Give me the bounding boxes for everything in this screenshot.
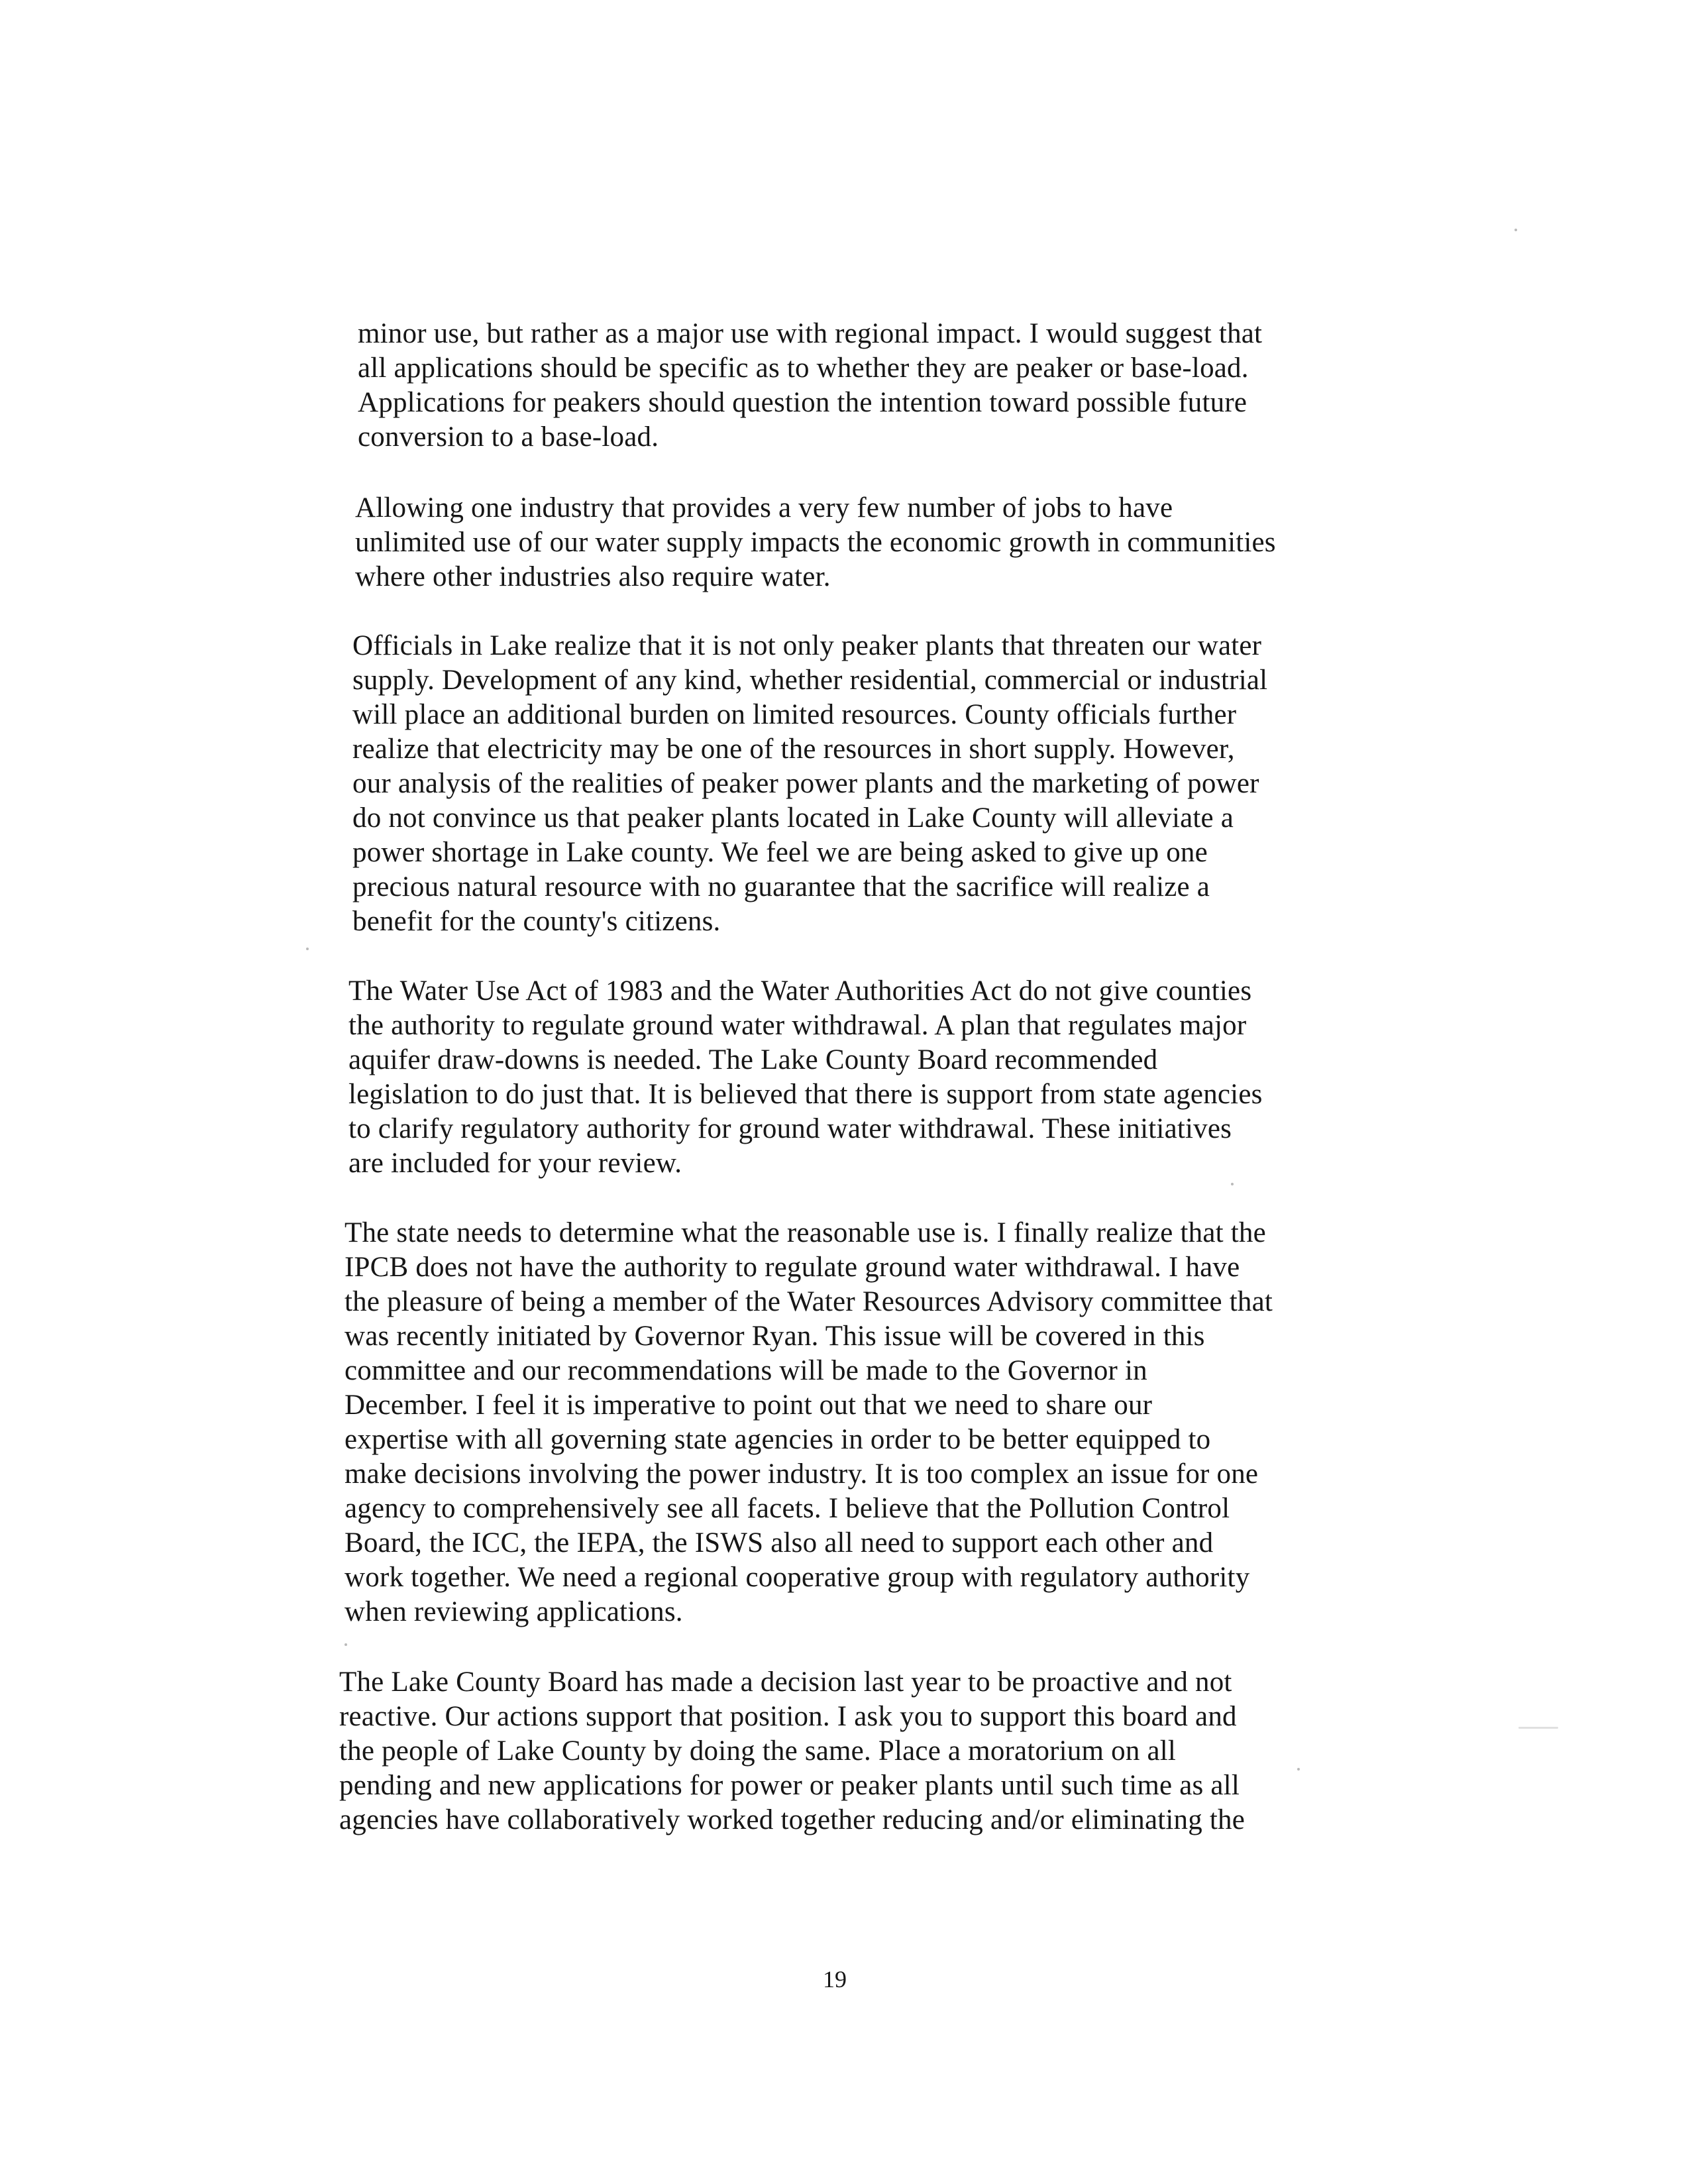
scan-speck	[1231, 1183, 1234, 1185]
text-line: committee and our recommendations will be made to the Governor in	[344, 1355, 1147, 1386]
text-line: Applications for peakers should question the intention toward possible future	[358, 387, 1247, 418]
text-line: our analysis of the realities of peaker power plants and the marketing of power	[352, 768, 1259, 799]
paragraph-1	[358, 317, 1262, 455]
text-line: The Water Use Act of 1983 and the Water Authorities Act do not give counties	[348, 975, 1252, 1007]
text-line: The Lake County Board has made a decision last year to be proactive and not	[339, 1666, 1232, 1698]
text-line: Officials in Lake realize that it is not only peaker plants that threaten our water	[352, 630, 1262, 661]
text-line: minor use, but rather as a major use with regional impact. I would suggest that	[358, 318, 1263, 349]
text-line: legislation to do just that. It is believed that there is support from state agencies	[348, 1079, 1263, 1110]
paragraph-5	[344, 1216, 1273, 1629]
text-line: when reviewing applications.	[344, 1596, 683, 1627]
text-line: Allowing one industry that provides a very few number of jobs to have	[355, 492, 1173, 523]
text-line: the people of Lake County by doing the same. Place a moratorium on all	[339, 1735, 1177, 1767]
scan-speck	[1297, 1768, 1300, 1771]
text-line: are included for your review.	[348, 1148, 682, 1179]
text-line: December. I feel it is imperative to point out that we need to share our	[344, 1390, 1153, 1421]
text-line: Board, the ICC, the IEPA, the ISWS also all need to support each other and	[344, 1527, 1214, 1558]
page-number: 19	[823, 1966, 847, 1993]
scan-speck	[306, 948, 309, 950]
scan-speck	[1514, 229, 1517, 231]
text-line: benefit for the county's citizens.	[352, 906, 721, 937]
text-line: realize that electricity may be one of the resources in short supply. However,	[352, 734, 1235, 765]
text-line: where other industries also require water.	[355, 561, 831, 592]
text-line: make decisions involving the power industry. It is too complex an issue for one	[344, 1458, 1259, 1490]
text-line: power shortage in Lake county. We feel we are being asked to give up one	[352, 837, 1208, 868]
paragraph-2	[355, 491, 1276, 594]
text-line: work together. We need a regional cooperative group with regulatory authority	[344, 1562, 1250, 1593]
scan-speck	[344, 1643, 347, 1646]
text-line: to clarify regulatory authority for ground water withdrawal. These initiatives	[348, 1113, 1232, 1144]
paragraph-4	[348, 974, 1263, 1181]
scan-speck	[1518, 1727, 1558, 1729]
text-line: supply. Development of any kind, whether residential, commercial or industrial	[352, 665, 1268, 696]
text-line: do not convince us that peaker plants located in Lake County will alleviate a	[352, 802, 1234, 834]
text-line: pending and new applications for power or peaker plants until such time as all	[339, 1770, 1240, 1801]
text-line: unlimited use of our water supply impacts the economic growth in communities	[355, 527, 1276, 558]
text-line: IPCB does not have the authority to regulate ground water withdrawal. I have	[344, 1252, 1240, 1283]
text-line: agencies have collaboratively worked together reducing and/or eliminating the	[339, 1804, 1246, 1835]
text-line: was recently initiated by Governor Ryan. This issue will be covered in this	[344, 1321, 1205, 1352]
text-line: the pleasure of being a member of the Water Resources Advisory committee that	[344, 1286, 1273, 1317]
paragraph-3	[352, 629, 1267, 939]
text-line: aquifer draw-downs is needed. The Lake County Board recommended	[348, 1044, 1158, 1075]
text-line: agency to comprehensively see all facets. I believe that the Pollution Control	[344, 1493, 1230, 1524]
paragraph-6	[339, 1665, 1245, 1837]
text-line: The state needs to determine what the reasonable use is. I finally realize that the	[344, 1217, 1266, 1248]
text-line: the authority to regulate ground water withdrawal. A plan that regulates major	[348, 1010, 1247, 1041]
text-line: reactive. Our actions support that position. I ask you to support this board and	[339, 1701, 1237, 1732]
text-line: will place an additional burden on limited resources. County officials further	[352, 699, 1237, 730]
text-line: conversion to a base-load.	[358, 421, 659, 453]
text-line: precious natural resource with no guarantee that the sacrifice will realize a	[352, 871, 1210, 902]
text-line: all applications should be specific as to whether they are peaker or base-load.	[358, 353, 1249, 384]
text-line: expertise with all governing state agencies in order to be better equipped to	[344, 1424, 1211, 1455]
